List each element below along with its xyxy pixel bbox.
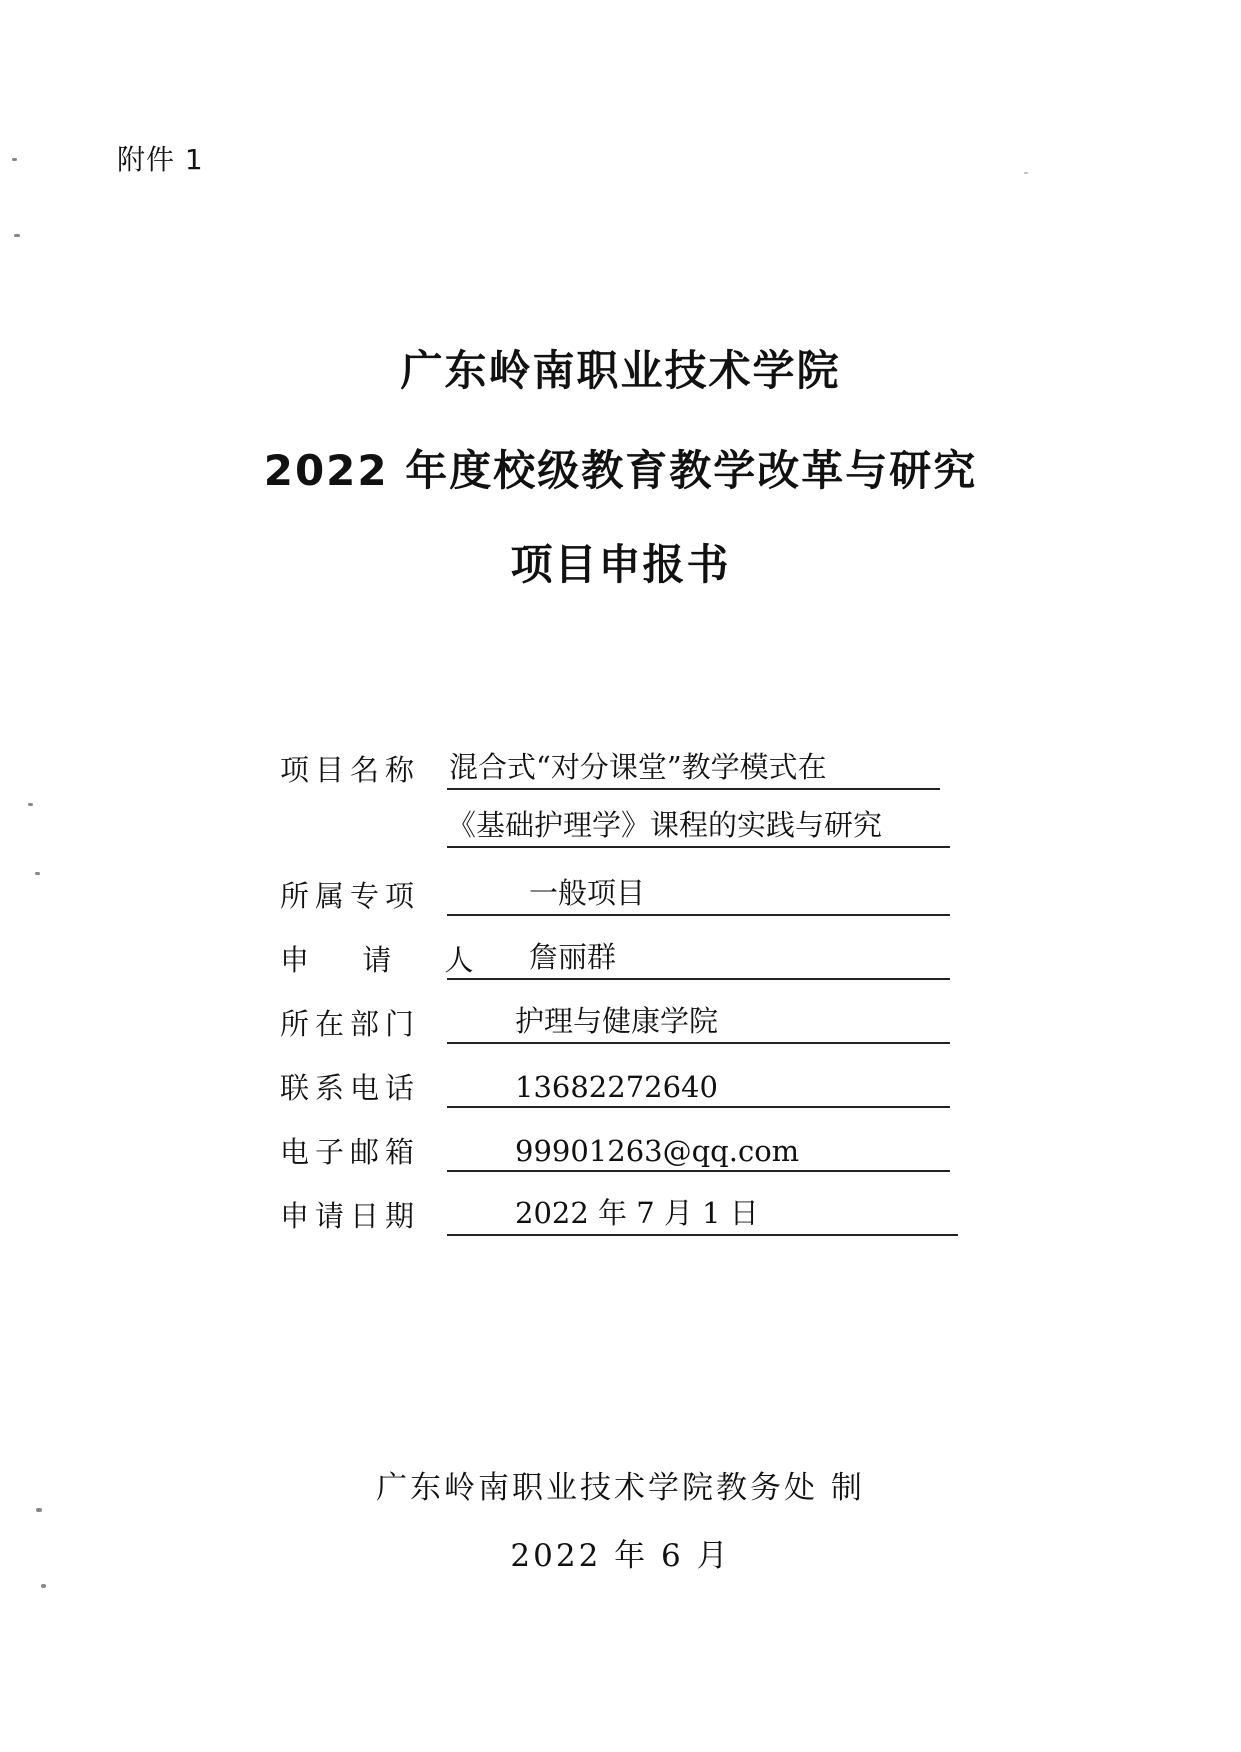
category-label: 所属专项 <box>280 879 421 913</box>
document-title-program: 2022 年度校级教育教学改革与研究 <box>263 446 978 495</box>
date-line <box>447 1194 958 1236</box>
date-label: 申请日期 <box>280 1199 421 1233</box>
scan-speck <box>36 1508 42 1512</box>
category-value: 一般项目 <box>529 876 646 910</box>
scan-speck <box>12 158 17 161</box>
document-title-institution: 广东岭南职业技术学院 <box>400 346 841 395</box>
phone-line <box>447 1066 950 1108</box>
department-line <box>447 1002 950 1044</box>
issuer-line: 广东岭南职业技术学院教务处 制 <box>376 1470 865 1506</box>
scan-speck <box>28 803 33 806</box>
applicant-line <box>447 938 950 980</box>
phone-label: 联系电话 <box>280 1071 421 1105</box>
date-value: 2022 年 7 月 1 日 <box>515 1196 759 1230</box>
phone-value: 13682272640 <box>515 1070 718 1104</box>
scan-speck <box>1024 172 1028 174</box>
project-name-value-line1: 混合式“对分课堂”教学模式在 <box>449 750 827 784</box>
project-name-value-line2: 《基础护理学》课程的实践与研究 <box>447 808 883 842</box>
email-label: 电子邮箱 <box>280 1135 421 1169</box>
scan-speck <box>41 1584 46 1588</box>
applicant-value: 詹丽群 <box>529 940 617 974</box>
email-line <box>447 1130 950 1172</box>
attachment-label: 附件 1 <box>117 143 204 176</box>
scan-speck <box>35 872 40 875</box>
project-name-line2 <box>447 806 950 848</box>
document-title-type: 项目申报书 <box>510 540 731 589</box>
scan-speck <box>14 234 20 237</box>
project-name-label: 项目名称 <box>280 753 421 787</box>
category-line <box>447 874 950 916</box>
project-name-line1 <box>447 748 940 790</box>
department-value: 护理与健康学院 <box>515 1004 719 1038</box>
applicant-label: 申 请 人 <box>280 943 496 977</box>
department-label: 所在部门 <box>280 1007 421 1041</box>
email-value: 99901263@qq.com <box>515 1134 800 1168</box>
issue-date: 2022 年 6 月 <box>510 1538 731 1574</box>
